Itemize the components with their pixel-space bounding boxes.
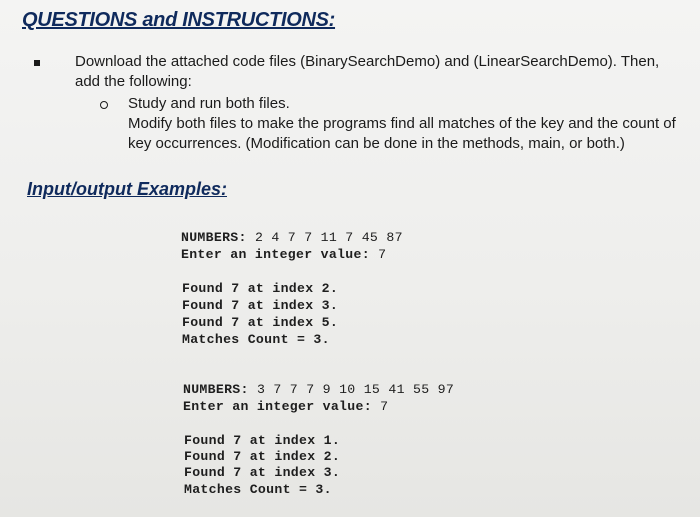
- square-bullet-icon: [34, 60, 40, 66]
- prompt-label: Enter an integer value:: [181, 247, 370, 262]
- example1-found-3: Found 7 at index 5.: [182, 315, 339, 330]
- example2-found-2: Found 7 at index 2.: [184, 449, 341, 464]
- numbers-label: NUMBERS:: [181, 230, 247, 245]
- prompt-label: Enter an integer value:: [183, 399, 372, 414]
- prompt-value: 7: [380, 399, 389, 414]
- circle-bullet-icon: [100, 101, 108, 109]
- example2-count: Matches Count = 3.: [184, 482, 332, 497]
- example2-found-1: Found 7 at index 1.: [184, 433, 341, 448]
- example1-numbers-line: [181, 229, 403, 246]
- numbers-values: 3 7 7 7 9 10 15 41 55 97: [256, 382, 455, 397]
- prompt-value: 7: [378, 247, 387, 262]
- instruction-step-1: Study and run both files.: [128, 95, 290, 112]
- example2-numbers-line: [183, 381, 454, 398]
- example1-found-2: Found 7 at index 3.: [182, 298, 339, 313]
- example1-count: Matches Count = 3.: [182, 332, 330, 347]
- examples-heading: Input/output Examples:: [27, 179, 227, 199]
- numbers-values: 2 4 7 7 11 7 45 87: [254, 230, 403, 245]
- example1-prompt-line: [181, 246, 386, 263]
- numbers-label: NUMBERS:: [183, 382, 249, 397]
- example1-found-1: Found 7 at index 2.: [182, 281, 339, 296]
- example2-prompt-line: [183, 398, 388, 415]
- instruction-text: Download the attached code files (BinarySearchDemo) and (LinearSearchDemo). Then, add the following:: [75, 53, 660, 90]
- instruction-step-2: Modify both files to make the programs find all matches of the key and the count of key occurrences. (Modification can be done in the methods, main, or both.): [128, 115, 676, 152]
- page-title: QUESTIONS and INSTRUCTIONS:: [22, 9, 336, 31]
- example2-found-3: Found 7 at index 3.: [184, 465, 341, 480]
